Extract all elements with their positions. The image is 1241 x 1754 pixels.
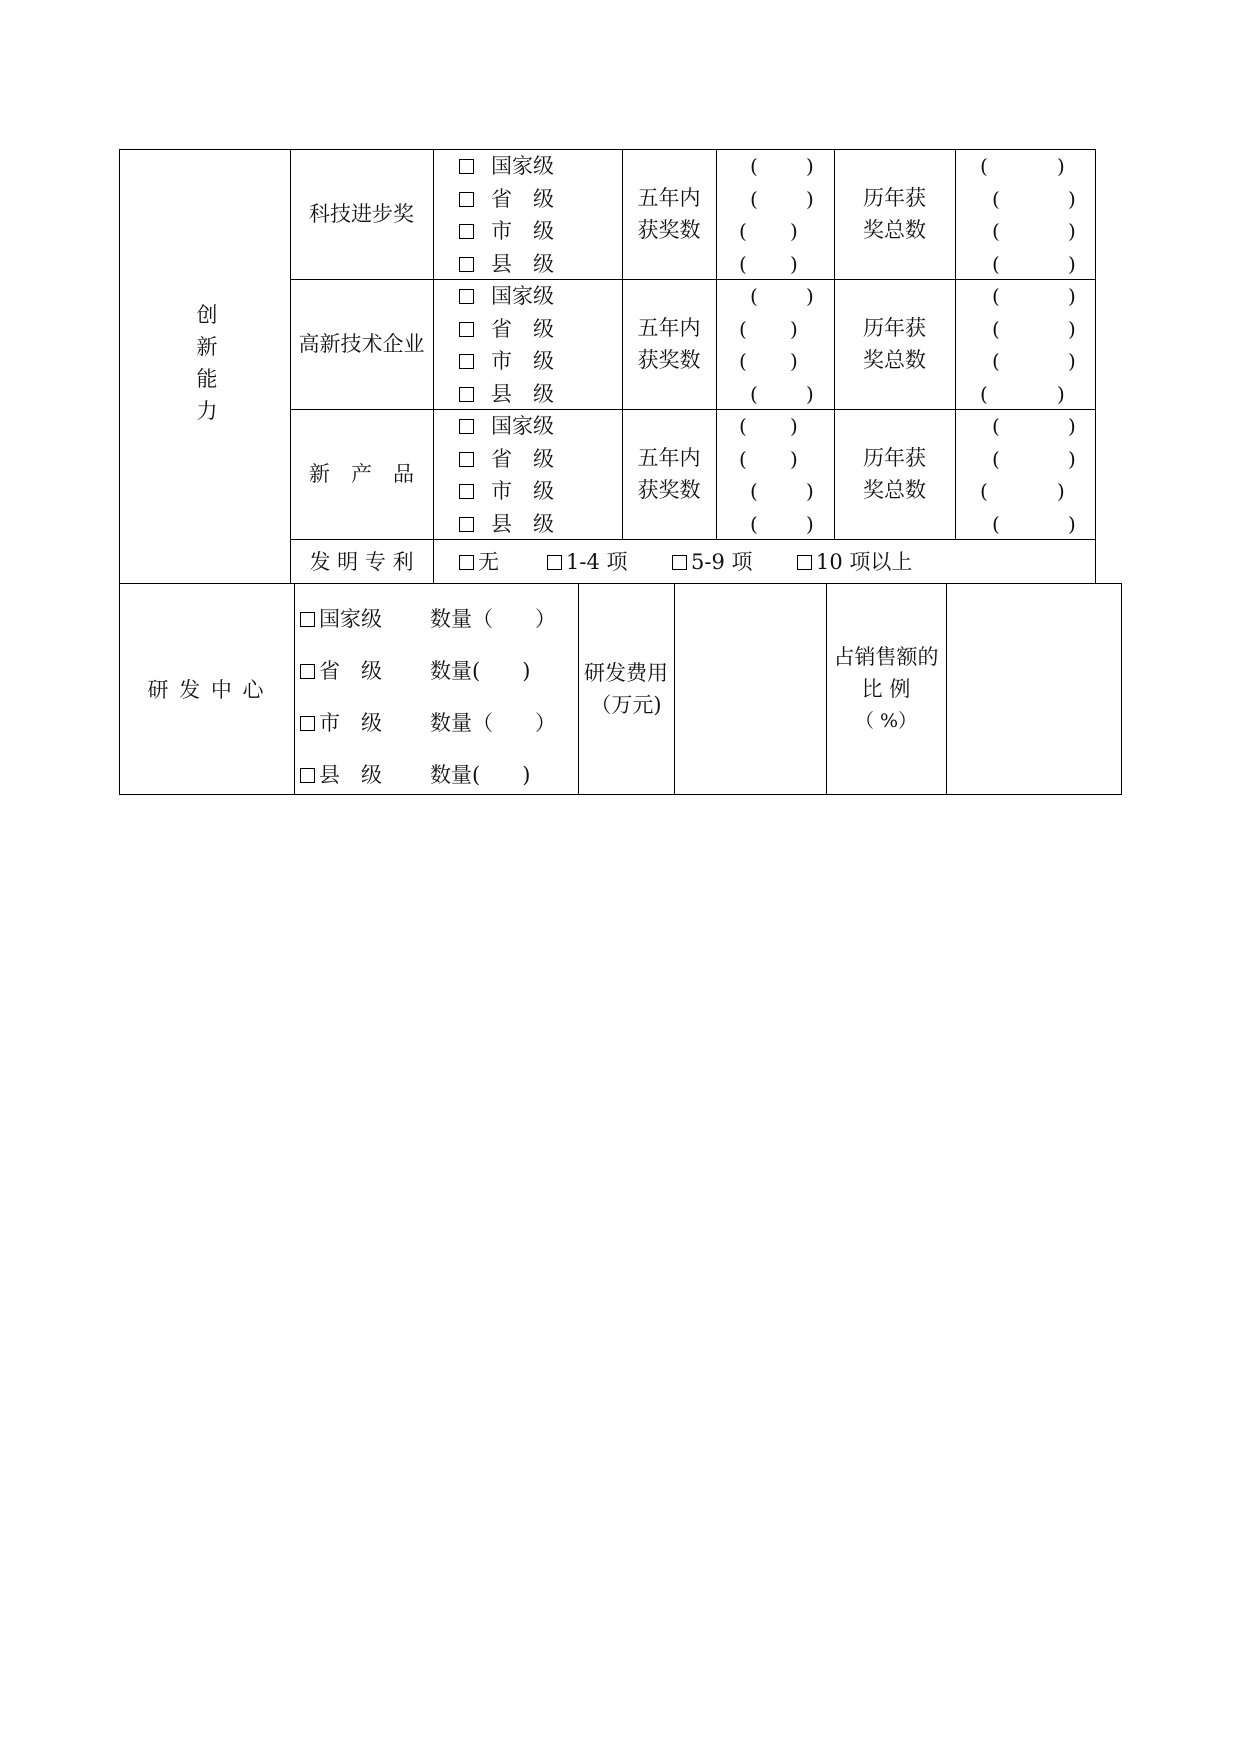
five-year-count-open-paren: (	[739, 316, 747, 341]
five-year-count-close-paren: )	[806, 511, 814, 536]
checkbox-icon[interactable]	[459, 224, 474, 239]
patent-option-label: 5-9 项	[691, 550, 753, 574]
section-char: 新	[196, 335, 218, 359]
checkbox-icon[interactable]	[459, 192, 474, 207]
award-level-option[interactable]	[459, 317, 554, 341]
award-level-option[interactable]	[459, 284, 554, 308]
total-count-close-paren: )	[1057, 479, 1065, 503]
five-year-count-open-paren: (	[739, 414, 747, 438]
checkbox-icon[interactable]	[300, 664, 315, 679]
total-count-open-paren: (	[992, 446, 1000, 471]
rd-qty-city: 数量（ ）	[430, 711, 556, 735]
patent-option-1-4[interactable]	[547, 550, 628, 574]
five-year-count-close-paren: )	[806, 381, 814, 406]
sales-ratio-label	[826, 645, 946, 733]
five-year-count-close-paren: )	[806, 186, 814, 211]
total-count-close-paren: )	[1057, 154, 1065, 178]
award-level-label: 省 级	[491, 316, 554, 341]
rd-level-city[interactable]	[300, 711, 382, 735]
total-count-open-paren: (	[992, 219, 1000, 243]
total-count-close-paren: )	[1068, 186, 1076, 211]
award-level-label: 县 级	[491, 511, 554, 536]
award-level-option[interactable]	[459, 154, 554, 178]
award-level-label: 省 级	[491, 186, 554, 211]
award-level-option[interactable]	[459, 349, 554, 373]
sales-ratio-line: 占销售额的	[833, 645, 939, 669]
five-year-count-open-paren: (	[750, 284, 758, 308]
patent-option-label: 1-4 项	[566, 550, 628, 574]
award-level-option[interactable]	[459, 219, 554, 243]
checkbox-icon[interactable]	[459, 484, 474, 499]
rd-level-label: 省 级	[319, 659, 382, 683]
total-awards-line: 历年获	[863, 186, 926, 210]
award-level-label: 市 级	[491, 479, 554, 503]
total-count-close-paren: )	[1068, 219, 1076, 243]
patent-option-label: 10 项以上	[816, 550, 913, 574]
rd-cost-label	[578, 661, 674, 717]
total-count-open-paren: (	[992, 251, 1000, 276]
award-level-option[interactable]	[459, 512, 554, 536]
rd-level-label: 市 级	[319, 711, 382, 735]
rd-level-label: 国家级	[319, 607, 382, 631]
total-count-open-paren: (	[992, 414, 1000, 438]
total-awards-line: 历年获	[863, 316, 926, 340]
patent-label: 发 明 专 利	[309, 550, 414, 574]
total-count-open-paren: (	[992, 186, 1000, 211]
total-count-close-paren: )	[1068, 284, 1076, 308]
checkbox-icon[interactable]	[300, 716, 315, 731]
award-level-label: 市 级	[491, 219, 554, 243]
total-count-close-paren: )	[1068, 316, 1076, 341]
section-char: 力	[196, 399, 218, 423]
checkbox-icon[interactable]	[797, 555, 812, 570]
checkbox-icon[interactable]	[459, 257, 474, 272]
total-awards-line: 奖总数	[863, 478, 926, 502]
total-awards-label	[834, 186, 955, 242]
five-year-count-close-paren: )	[790, 414, 798, 438]
checkbox-icon[interactable]	[459, 322, 474, 337]
five-year-count-open-paren: (	[739, 349, 747, 373]
total-count-open-paren: (	[980, 479, 988, 503]
total-awards-label	[834, 446, 955, 502]
five-year-awards-line: 获奖数	[637, 478, 701, 502]
sales-ratio-line: 比 例	[861, 677, 911, 701]
five-year-awards-line: 五年内	[637, 186, 701, 210]
award-level-option[interactable]	[459, 252, 554, 276]
total-count-open-paren: (	[992, 349, 1000, 373]
five-year-count-close-paren: )	[790, 316, 798, 341]
award-level-option[interactable]	[459, 447, 554, 471]
rd-level-county[interactable]	[300, 763, 382, 787]
total-awards-line: 奖总数	[863, 218, 926, 242]
five-year-count-open-paren: (	[750, 186, 758, 211]
five-year-count-open-paren: (	[750, 381, 758, 406]
five-year-awards-label	[622, 316, 716, 372]
checkbox-icon[interactable]	[672, 555, 687, 570]
five-year-count-open-paren: (	[750, 479, 758, 503]
five-year-count-close-paren: )	[790, 446, 798, 471]
five-year-count-close-paren: )	[790, 251, 798, 276]
award-level-option[interactable]	[459, 479, 554, 503]
total-count-close-paren: )	[1068, 446, 1076, 471]
award-category-label: 科技进步奖	[309, 202, 414, 226]
award-category-label: 新 产 品	[309, 462, 414, 486]
five-year-count-open-paren: (	[739, 446, 747, 471]
rd-level-province[interactable]	[300, 659, 382, 683]
rd-qty-province: 数量( )	[430, 659, 531, 683]
five-year-count-open-paren: (	[750, 511, 758, 536]
award-level-label: 县 级	[491, 251, 554, 276]
award-level-label: 省 级	[491, 446, 554, 471]
section-char: 创	[196, 303, 218, 327]
checkbox-icon[interactable]	[459, 387, 474, 402]
checkbox-icon[interactable]	[547, 555, 562, 570]
rd-level-label: 县 级	[319, 763, 382, 787]
rd-qty-county: 数量( )	[430, 763, 531, 787]
award-level-label: 国家级	[491, 284, 554, 308]
total-count-open-paren: (	[992, 511, 1000, 536]
five-year-count-open-paren: (	[739, 219, 747, 243]
total-awards-line: 历年获	[863, 446, 926, 470]
five-year-awards-line: 获奖数	[637, 218, 701, 242]
five-year-awards-label	[622, 446, 716, 502]
checkbox-icon[interactable]	[300, 612, 315, 627]
award-level-option[interactable]	[459, 414, 554, 438]
five-year-count-close-paren: )	[790, 349, 798, 373]
total-count-close-paren: )	[1068, 251, 1076, 276]
checkbox-icon[interactable]	[459, 289, 474, 304]
patent-option-10-plus[interactable]	[797, 550, 912, 574]
sales-ratio-line: （ %）	[854, 710, 918, 732]
five-year-count-close-paren: )	[806, 284, 814, 308]
five-year-awards-line: 获奖数	[637, 348, 701, 372]
patent-option-label: 无	[478, 550, 499, 574]
rd-cost-line: 研发费用	[584, 661, 668, 685]
sales-ratio-value-cell[interactable]	[947, 584, 1120, 794]
section-char: 能	[196, 367, 218, 391]
total-count-open-paren: (	[980, 154, 988, 178]
patent-option-5-9[interactable]	[672, 550, 753, 574]
award-level-label: 市 级	[491, 349, 554, 373]
innovation-section-label	[195, 303, 219, 431]
total-count-close-paren: )	[1068, 349, 1076, 373]
checkbox-icon[interactable]	[459, 419, 474, 434]
total-count-open-paren: (	[992, 284, 1000, 308]
checkbox-icon[interactable]	[300, 768, 315, 783]
award-level-label: 国家级	[491, 414, 554, 438]
total-awards-label	[834, 316, 955, 372]
patent-option-none[interactable]	[459, 550, 499, 574]
rd-qty-national: 数量（ ）	[430, 607, 556, 631]
award-level-option[interactable]	[459, 382, 554, 406]
five-year-count-close-paren: )	[806, 479, 814, 503]
total-count-open-paren: (	[992, 316, 1000, 341]
five-year-awards-label	[622, 186, 716, 242]
total-count-open-paren: (	[980, 381, 988, 406]
five-year-awards-line: 五年内	[637, 316, 701, 340]
five-year-count-close-paren: )	[806, 154, 814, 178]
rd-cost-value-cell[interactable]	[675, 584, 825, 794]
rd-level-national[interactable]	[300, 607, 382, 631]
five-year-awards-line: 五年内	[637, 446, 701, 470]
award-category-label: 高新技术企业	[298, 332, 425, 356]
award-level-label: 县 级	[491, 381, 554, 406]
total-count-close-paren: )	[1057, 381, 1065, 406]
total-awards-line: 奖总数	[863, 348, 926, 372]
five-year-count-open-paren: (	[750, 154, 758, 178]
total-count-close-paren: )	[1068, 414, 1076, 438]
checkbox-icon[interactable]	[459, 159, 474, 174]
checkbox-icon[interactable]	[459, 354, 474, 369]
total-count-close-paren: )	[1068, 511, 1076, 536]
checkbox-icon[interactable]	[459, 517, 474, 532]
award-level-label: 国家级	[491, 154, 554, 178]
five-year-count-close-paren: )	[790, 219, 798, 243]
award-level-option[interactable]	[459, 187, 554, 211]
five-year-count-open-paren: (	[739, 251, 747, 276]
checkbox-icon[interactable]	[459, 555, 474, 570]
rd-cost-line: （万元)	[590, 693, 662, 717]
rd-center-label: 研 发 中 心	[147, 678, 266, 702]
checkbox-icon[interactable]	[459, 452, 474, 467]
